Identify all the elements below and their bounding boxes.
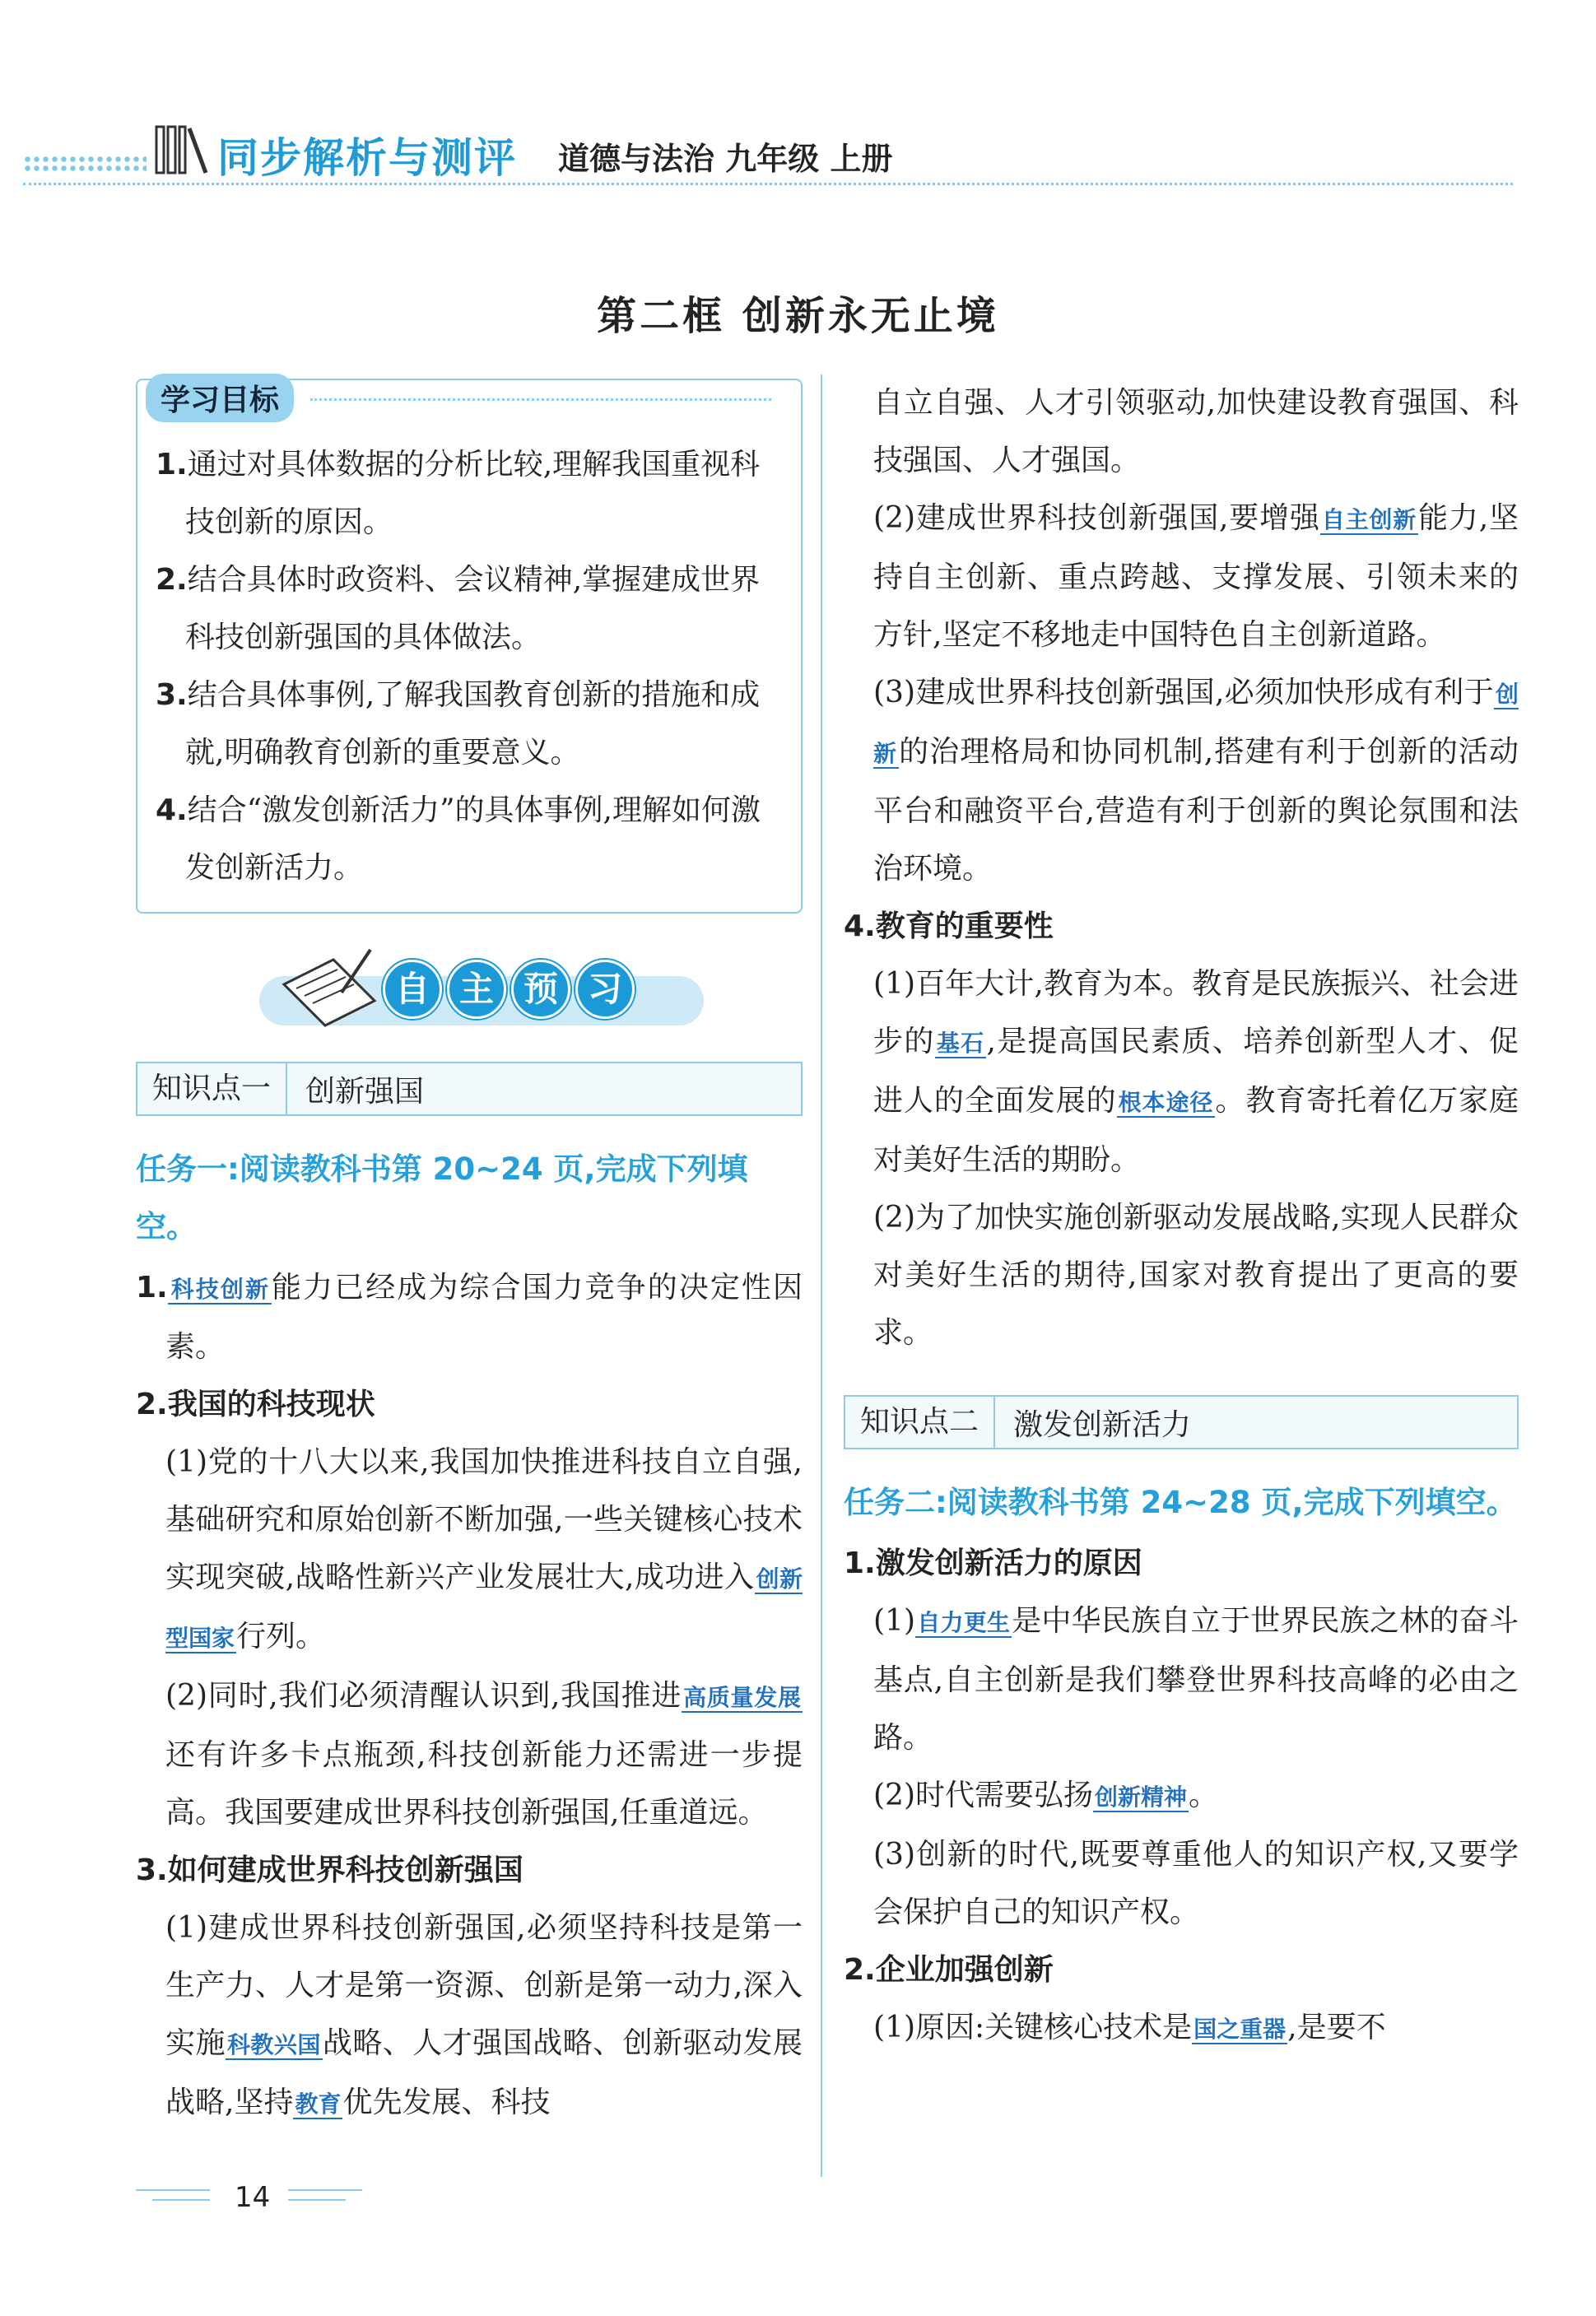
answer-blank: 国之重器 [1194,2016,1287,2043]
answer-blank: 科教兴国 [226,2031,321,2058]
knowledge-point-2 [844,1395,1519,1449]
paragraph: (2)为了加快实施创新驱动发展战略,实现人民群众对美好生活的期待,国家对教育提出了更高的要求。 [873,1201,1519,1350]
footer-rule [288,2199,346,2201]
paragraph: (1)原因:关键核心技术是国之重器,是要不 [873,2011,1386,2044]
kp-label: 知识点二 [845,1397,995,1448]
task-2: 任务二:阅读教科书第 24~28 页,完成下列填空。 [844,1485,1517,1520]
preview-char: 主 [447,960,506,1019]
right-column [844,374,1519,2058]
paragraph: (1)建成世界科技创新强国,必须坚持科技是第一生产力、人才是第一资源、创新是第一动力,深入实施科教兴国战略、人才强国战略、创新驱动发展战略,坚持教育优先发展、科技 [165,1911,803,2119]
paragraph: (1)自力更生是中华民族自立于世界民族之林的奋斗基点,自主创新是我们攀登世界科技高峰的必由之路。 [873,1604,1519,1755]
paragraph: (2)同时,我们必须清醒认识到,我国推进高质量发展还有许多卡点瓶颈,科技创新能力还需进一步提高。我国要建成世界科技创新强国,任重道远。 [165,1679,803,1830]
preview-char: 习 [575,960,635,1019]
heading-4: 4.教育的重要性 [844,909,1054,943]
answer-blank: 创新精神 [1095,1784,1188,1811]
paragraph: (1)百年大计,教育为本。教育是民族振兴、社会进步的基石,是提高国民素质、培养创新型人才、促进人的全面发展的根本途径。教育寄托着亿万家庭对美好生活的期盼。 [873,967,1519,1177]
task-1: 任务一:阅读教科书第 20~24 页,完成下列填空。 [136,1151,748,1244]
heading-r1: 1.激发创新活力的原因 [844,1546,1142,1580]
preview-char: 预 [511,960,570,1019]
subject-label: 道德与法治 九年级 上册 [558,141,893,177]
learning-objectives-box [136,379,803,914]
page-footer [136,2181,366,2214]
objectives-tag: 学习目标 [146,374,294,422]
preview-letters [383,960,635,1019]
kp-topic: 激发创新活力 [1013,1407,1192,1442]
knowledge-point-1 [136,1062,803,1116]
heading-r2: 2.企业加强创新 [844,1953,1054,1987]
answer-blank: 教育 [295,2090,342,2118]
paragraph: (3)创新的时代,既要尊重他人的知识产权,又要学会保护自己的知识产权。 [873,1838,1519,1929]
objective-item: 1.通过对具体数据的分析比较,理解我国重视科技创新的原因。 [156,448,761,539]
objectives-dash [310,398,771,401]
page-number: 14 [235,2181,271,2214]
decorative-dots [23,155,147,173]
answer-blank: 基石 [936,1030,985,1057]
objective-item: 4.结合“激发创新活力”的具体事例,理解如何激发创新活力。 [156,793,761,885]
self-preview-banner [136,943,803,1042]
column-divider [821,374,822,2177]
paragraph: (3)建成世界科技创新强国,必须加快形成有利于创新的治理格局和协同机制,搭建有利于创新的活动平台和融资平台,营造有利于创新的舆论氛围和法治环境。 [873,676,1519,886]
page-header [23,115,1513,189]
answer-blank: 创新 [873,681,1519,767]
answer-blank: 创新型国家 [165,1565,803,1652]
objective-item: 3.结合具体事例,了解我国教育创新的措施和成就,明确教育创新的重要意义。 [156,678,761,770]
footer-rule [136,2189,210,2191]
answer-blank: 自力更生 [917,1609,1011,1636]
objective-item: 2.结合具体时政资料、会议精神,掌握建成世界科技创新强国的具体做法。 [156,563,761,654]
footer-rule [152,2199,210,2201]
books-icon [153,122,211,179]
paragraph: (1)党的十八大以来,我国加快推进科技自立自强,基础研究和原始创新不断加强,一些关键核心技术实现突破,战略性新兴产业发展壮大,成功进入创新型国家行列。 [165,1445,803,1653]
preview-char: 自 [383,960,442,1019]
kp-topic: 创新强国 [305,1074,425,1109]
paragraph: (2)时代需要弘扬创新精神。 [873,1779,1219,1812]
answer-blank: 高质量发展 [683,1684,801,1711]
footer-rule [288,2189,362,2191]
header-rule [23,183,1513,185]
answer-blank: 科技创新 [169,1276,271,1303]
brand-title: 同步解析与测评 [217,134,517,182]
paragraph: 自立自强、人才引领驱动,加快建设教育强国、科技强国、人才强国。 [873,386,1519,477]
left-column [136,379,803,2133]
section-title: 第二框 创新永无止境 [597,293,999,339]
kp-label: 知识点一 [137,1063,287,1114]
answer-blank: 自主创新 [1321,506,1417,533]
heading-2: 2.我国的科技现状 [136,1388,375,1421]
notebook-pen-icon [276,943,383,1034]
paragraph: (2)建成世界科技创新强国,要增强自主创新能力,坚持自主创新、重点跨越、支撑发展、引领未来的方针,坚定不移地走中国特色自主创新道路。 [873,501,1519,652]
heading-3: 3.如何建成世界科技创新强国 [136,1853,523,1887]
item-1: 1.科技创新能力已经成为综合国力竞争的决定性因素。 [136,1271,803,1364]
answer-blank: 根本途径 [1118,1089,1214,1116]
